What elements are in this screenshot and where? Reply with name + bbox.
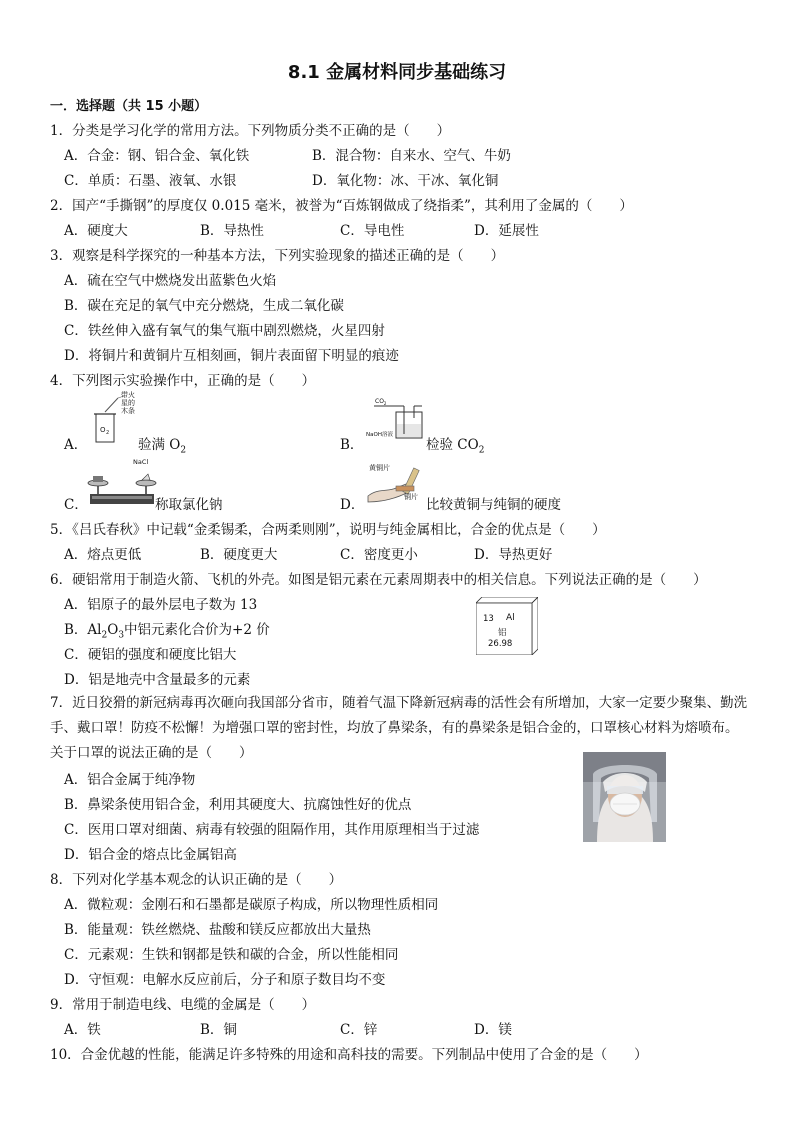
q1-option-a: A．合金：钢、铝合金、氧化铁	[64, 148, 250, 164]
q9-option-b: B．铜	[200, 1022, 237, 1038]
q4-option-a-text	[138, 433, 186, 456]
question-8-stem: 8．下列对化学基本观念的认识正确的是（ ）	[50, 872, 343, 888]
q6-option-a: A．铝原子的最外层电子数为 13	[64, 597, 258, 613]
q2-option-b: B．导热性	[200, 223, 264, 239]
q2-option-d: D．延展性	[474, 223, 539, 239]
q4-option-a-key: A．	[64, 437, 88, 453]
q4-d-fig-label-2: 铜片	[404, 493, 418, 501]
periodic-symbol: Al	[506, 613, 515, 623]
q4-b-fig-co2	[375, 398, 386, 406]
periodic-cell-aluminum	[476, 597, 538, 655]
question-2-stem: 2．国产“手撕钢”的厚度仅 0.015 毫米，被誉为“百炼钢做成了绕指柔”，其利用了金属的（ ）	[50, 198, 633, 214]
periodic-element-name: 铝	[498, 628, 507, 638]
q4-option-b-text	[426, 433, 484, 456]
q5-option-a: A．熔点更低	[64, 547, 142, 563]
q6-option-b-pre: B．Al	[64, 622, 102, 638]
question-1-stem: 1．分类是学习化学的常用方法。下列物质分类不正确的是（ ）	[50, 123, 451, 139]
q1-option-d: D．氧化物：冰、干冰、氧化铜	[312, 173, 499, 189]
q8-option-a: A．微粒观：金刚石和石墨都是碳原子构成，所以物理性质相同	[64, 897, 439, 913]
q6-option-c: C．硬铝的强度和硬度比铝大	[64, 647, 237, 663]
section-heading: 一．选择题（共 15 小题）	[50, 99, 208, 114]
q8-option-d: D．守恒观：电解水反应前后，分子和原子数目均不变	[64, 972, 386, 988]
q4-option-a-label: 验满 O	[138, 437, 181, 453]
q4-a-fig-label-2: 星的	[121, 399, 135, 407]
q3-option-a: A．硫在空气中燃烧发出蓝紫色火焰	[64, 273, 277, 289]
q4-c-fig-nacl: NaCl	[133, 458, 149, 466]
q7-option-a: A．铝合金属于纯净物	[64, 772, 196, 788]
q6-option-b-mid: O	[107, 622, 119, 638]
q7-option-c: C．医用口罩对细菌、病毒有较强的阻隔作用，其作用原理相当于过滤	[64, 822, 480, 838]
q2-option-a: A．硬度大	[64, 223, 128, 239]
q4-a-fig-label-1: 带火	[121, 391, 135, 399]
q8-option-c: C．元素观：生铁和钢都是铁和碳的合金，所以性能相同	[64, 947, 399, 963]
q2-option-c: C．导电性	[340, 223, 405, 239]
question-5-stem: 5．《吕氏春秋》中记载“金柔锡柔，合两柔则刚”，说明与纯金属相比，合金的优点是（ ）	[50, 522, 606, 538]
page-title: 8.1 金属材料同步基础练习	[287, 62, 507, 83]
masked-person-photo	[583, 752, 666, 842]
q4-option-d-key: D．	[340, 497, 365, 513]
q4-option-b-sub: 2	[478, 445, 485, 456]
q7-option-d: D．铝合金的熔点比金属铝高	[64, 847, 237, 863]
q5-option-d: D．导热更好	[474, 547, 553, 563]
svg-text:O: O	[100, 426, 106, 434]
q4-b-fig-naoh: NaOH溶液	[366, 432, 393, 438]
q4-d-fig-label-1: 黄铜片	[369, 464, 390, 472]
q9-option-c: C．锌	[340, 1022, 378, 1038]
q4-option-b-key: B．	[340, 437, 364, 453]
periodic-atomic-number: 13	[483, 614, 494, 624]
q4-option-b-label: 检验 CO	[426, 437, 479, 453]
q5-option-b: B．硬度更大	[200, 547, 278, 563]
q8-option-b: B．能量观：铁丝燃烧、盐酸和镁反应都放出大量热	[64, 922, 371, 938]
q6-option-b-sub1: 2	[101, 630, 108, 641]
question-9-stem: 9．常用于制造电线、电缆的金属是（ ）	[50, 997, 316, 1013]
q4-option-d-text: 比较黄铜与纯铜的硬度	[426, 497, 561, 513]
q3-option-b: B．碳在充足的氧气中充分燃烧，生成二氧化碳	[64, 298, 344, 314]
q6-option-d: D．铝是地壳中含量最多的元素	[64, 672, 251, 688]
q3-option-d: D．将铜片和黄铜片互相刻画，铜片表面留下明显的痕迹	[64, 348, 399, 364]
q4-option-a-sub: 2	[180, 445, 187, 456]
q4-option-c-text: 称取氯化钠	[155, 497, 223, 513]
periodic-atomic-mass: 26.98	[488, 639, 513, 649]
q1-option-b: B．混合物：自来水、空气、牛奶	[312, 148, 511, 164]
q4-option-c-key: C．	[64, 497, 88, 513]
question-4-stem: 4．下列图示实验操作中，正确的是（ ）	[50, 373, 316, 389]
q6-option-b	[64, 618, 270, 641]
q9-option-a: A．铁	[64, 1022, 101, 1038]
q6-option-b-sub2: 3	[118, 630, 125, 641]
q9-option-d: D．镁	[474, 1022, 512, 1038]
question-3-stem: 3．观察是科学探究的一种基本方法，下列实验现象的描述正确的是（ ）	[50, 248, 505, 264]
question-10-stem: 10．合金优越的性能，能满足许多特殊的用途和高科技的需要。下列制品中使用了合金的是（ ）	[50, 1047, 648, 1063]
q6-option-b-post: 中铝元素化合价为+2 价	[124, 622, 270, 638]
q1-option-c: C．单质：石墨、液氧、水银	[64, 173, 237, 189]
q5-option-c: C．密度更小	[340, 547, 418, 563]
q7-option-b: B．鼻梁条使用铝合金，利用其硬度大、抗腐蚀性好的优点	[64, 797, 412, 813]
q3-option-c: C．铁丝伸入盛有氧气的集气瓶中剧烈燃烧，火星四射	[64, 323, 385, 339]
question-6-stem: 6．硬铝常用于制造火箭、飞机的外壳。如图是铝元素在元素周期表中的相关信息。下列说法正确的是（ ）	[50, 572, 707, 588]
question-7-stem: 7．近日狡猾的新冠病毒再次砸向我国部分省市，随着气温下降新冠病毒的活性会有所增加，大家一定要少聚集、勤洗手、戴口罩！防疫不松懈！为增强口罩的密封性，均放了鼻梁条，有的鼻梁条是铝合金的，口罩核心材料为熔喷布。关于口罩的说法正确的是（ ）	[50, 695, 748, 761]
q4-b-fig-co2-sub: 2	[383, 401, 387, 407]
q4-c-figure-balance	[86, 462, 158, 508]
svg-text:2: 2	[106, 430, 110, 436]
q4-b-fig-co2-text: CO	[375, 398, 384, 405]
q4-a-fig-label-3: 木条	[121, 407, 135, 415]
